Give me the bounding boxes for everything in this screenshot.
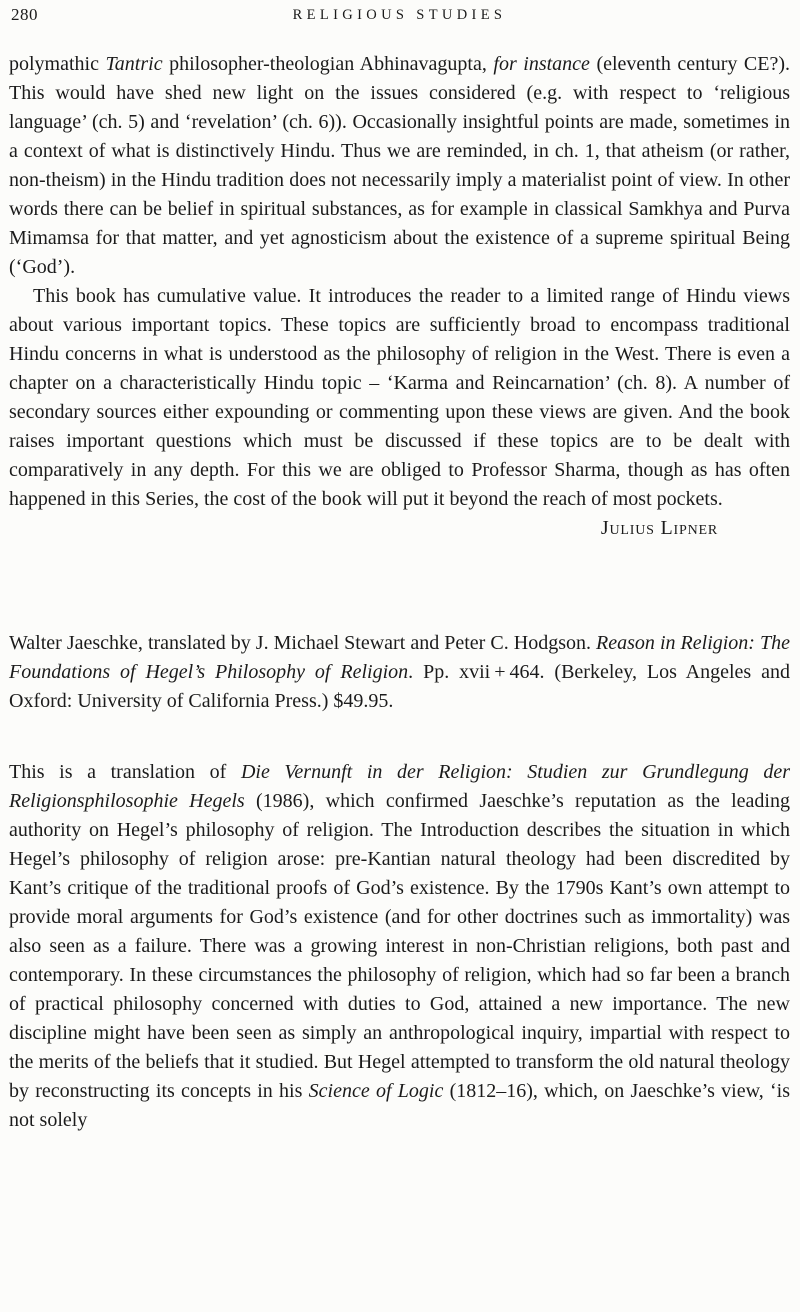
review-lipner: [9, 50, 790, 543]
text-run: polymathic: [9, 53, 106, 75]
text-run: . Pp. xvii + 464. (Berkeley, Los Angeles and Oxford: University of California Press.) $49.95.: [9, 661, 790, 712]
review-lipner-paragraph-1: [9, 50, 790, 282]
review-jaeschke: [9, 629, 790, 1135]
book-citation: [9, 629, 790, 716]
text-run: philosopher-theologian Abhinavagupta,: [162, 53, 494, 75]
text-run: This is a translation of: [9, 761, 241, 783]
reviewer-signature: Julius Lipner: [600, 517, 718, 539]
text-run: (1812–16), which, on Jaeschke’s view, ‘is not solely: [9, 1080, 790, 1131]
italic-text-run: Die Vernunft in der Religion: Studien zur Grundlegung der Religionsphilosophie Hegels: [9, 761, 791, 812]
text-run: This book has cumulative value. It introduces the reader to a limited range of Hindu views about various important topics. These topics are sufficiently broad to encompass traditional Hindu concerns in what is understood as the philosophy of religion in the West. There is even a chapter on a characteristically Hindu topic – ‘Karma and Reincarnation’ (ch. 8). A number of secondary sources either expounding or commenting upon these views are given. And the book raises important questions which must be discussed if these topics are to be dealt with comparatively in any depth. For this we are obliged to Professor Sharma, though as has often happened in this Series, the cost of the book will put it beyond the reach of most pockets.: [9, 285, 790, 510]
text-run: (1986), which confirmed Jaeschke’s reputation as the leading authority on Hegel’s philosophy of religion. The Introduction describes the situation in which Hegel’s philosophy of religion arose: pre-Kantian natural theology had been discredited by Kant’s critique of the traditional proofs of God’s existence. By the 1790s Kant’s own attempt to provide moral arguments for God’s existence (and for other doctrines such as immortality) was also seen as a failure. There was a growing interest in non-Christian religions, both past and contemporary. In these circumstances the philosophy of religion, which had so far been a branch of practical philosophy concerned with duties to God, attained a new importance. The new discipline might have been seen as simply an anthropological inquiry, impartial with respect to the merits of the beliefs that it studied. But Hegel attempted to transform the old natural theology by reconstructing its concepts in his: [9, 790, 790, 1102]
journal-title: RELIGIOUS STUDIES: [292, 7, 507, 23]
italic-text-run: for instance: [493, 53, 590, 75]
review-jaeschke-body: [9, 758, 790, 1135]
italic-text-run: Tantric: [105, 53, 163, 75]
page-number: 280: [11, 5, 38, 24]
page-header: [9, 5, 790, 29]
italic-text-run: Reason in Religion: The Foundations of Hegel’s Philosophy of Religion: [9, 632, 791, 683]
italic-text-run: Science of Logic: [308, 1080, 444, 1102]
text-run: Walter Jaeschke, translated by J. Michael Stewart and Peter C. Hodgson.: [9, 632, 597, 654]
review-lipner-paragraph-2: [9, 282, 790, 514]
text-run: (eleventh century CE?). This would have shed new light on the issues considered (e.g. with respect to ‘religious language’ (ch. 5) and ‘revelation’ (ch. 6)). Occasionally insightful points are made, sometimes in a context of what is distinctively Hindu. Thus we are reminded, in ch. 1, that atheism (or rather, non-theism) in the Hindu tradition does not necessarily imply a materialist point of view. In other words there can be belief in spiritual substances, as for example in classical Samkhya and Purva Mimamsa for that matter, and yet agnosticism about the existence of a supreme spiritual Being (‘God’).: [9, 53, 790, 278]
